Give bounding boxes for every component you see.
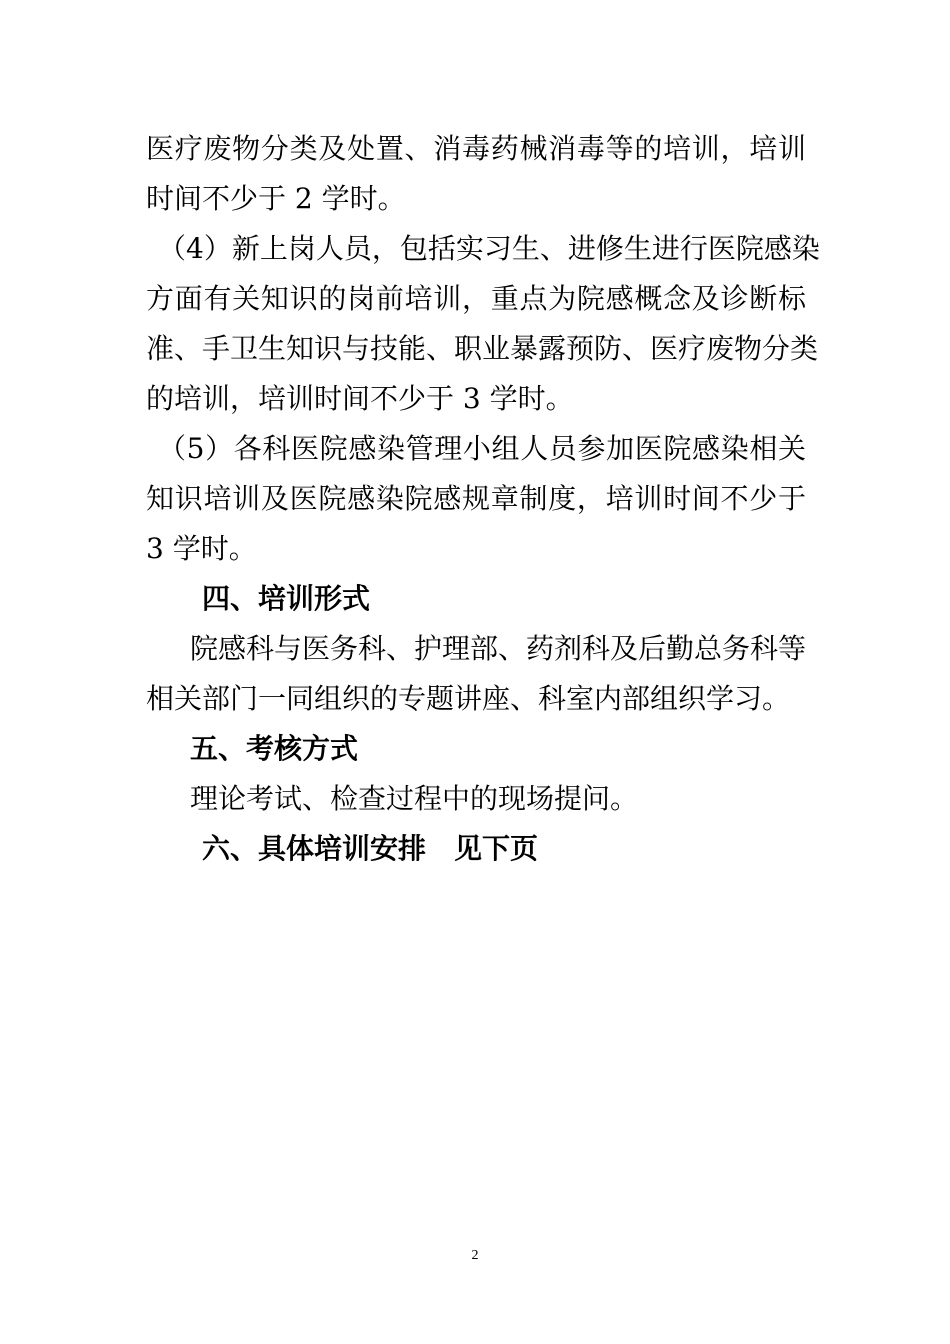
section-heading-assessment: 五、考核方式 (190, 732, 359, 765)
text-line-2: 时间不少于 2 学时。 (146, 182, 406, 215)
text-line-4: 方面有关知识的岗前培训，重点为院感概念及诊断标 (146, 282, 806, 315)
text-line-8: 知识培训及医院感染院感规章制度，培训时间不少于 (146, 482, 806, 515)
text-line-1: 医疗废物分类及处置、消毒药械消毒等的培训，培训 (146, 132, 806, 165)
section-heading-schedule: 六、具体培训安排 见下页 (202, 832, 539, 865)
text-line-12: 相关部门一同组织的专题讲座、科室内部组织学习。 (146, 682, 791, 715)
text-line-3: （4）新上岗人员，包括实习生、进修生进行医院感染 (158, 232, 820, 265)
page-number: 2 (471, 1248, 479, 1263)
text-line-5: 准、手卫生知识与技能、职业暴露预防、医疗废物分类 (146, 332, 819, 365)
section-heading-training-form: 四、培训形式 (202, 582, 371, 615)
text-line-9: 3 学时。 (146, 532, 257, 565)
text-line-6: 的培训，培训时间不少于 3 学时。 (146, 382, 574, 415)
text-line-11: 院感科与医务科、护理部、药剂科及后勤总务科等 (190, 632, 807, 665)
text-line-14: 理论考试、检查过程中的现场提问。 (190, 782, 639, 815)
text-line-7: （5）各科医院感染管理小组人员参加医院感染相关 (158, 432, 806, 465)
